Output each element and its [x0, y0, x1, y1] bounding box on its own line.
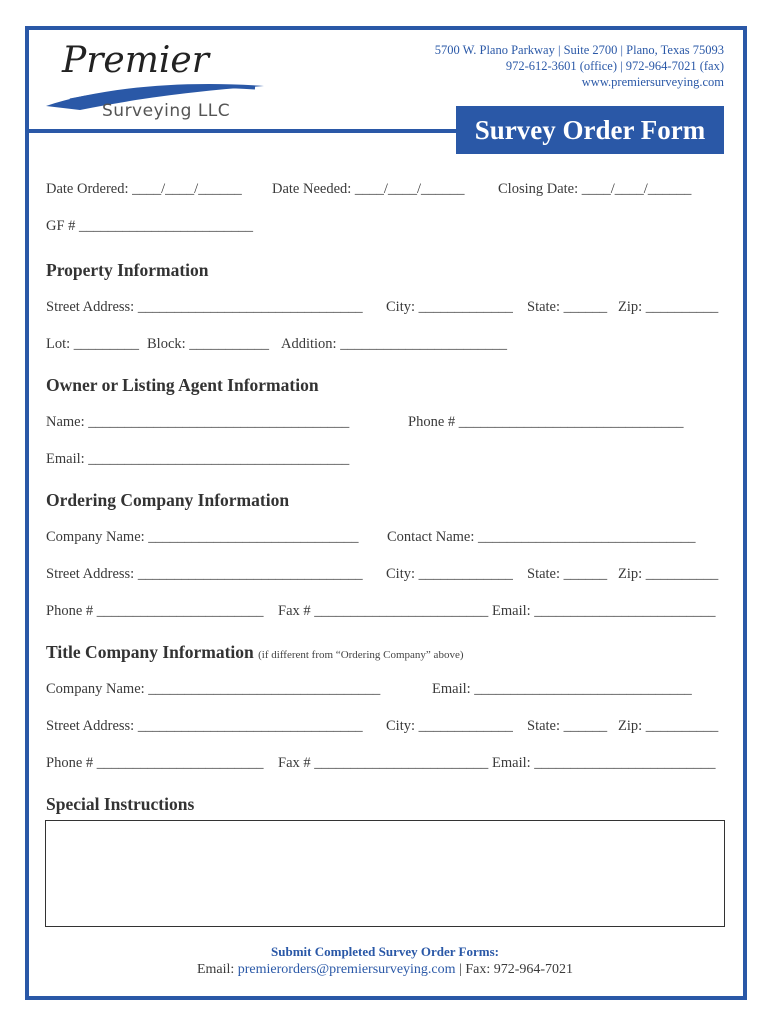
- property-heading: Property Information: [46, 260, 209, 280]
- ordering-contact-field[interactable]: Contact Name: ______________________________: [387, 529, 696, 545]
- owner-email-field[interactable]: Email: ____________________________________: [46, 451, 350, 467]
- submit-details: [0, 962, 770, 978]
- phone-line: 972-612-3601 (office) | 972-964-7021 (fax): [505, 59, 724, 73]
- ordering-city-field[interactable]: City: _____________: [386, 566, 513, 582]
- company-logo: [40, 30, 280, 130]
- submit-email-label: Email:: [196, 962, 238, 977]
- ordering-zip-field[interactable]: Zip: __________: [618, 566, 719, 582]
- title-street-field[interactable]: Street Address: _______________________________: [46, 718, 363, 734]
- ordering-company-field[interactable]: Company Name: _____________________________: [46, 529, 359, 545]
- contact-block: [435, 42, 724, 90]
- submit-fax: | Fax: 972-964-7021: [455, 962, 574, 977]
- owner-phone-field[interactable]: Phone # _______________________________: [408, 414, 684, 430]
- title-zip-field[interactable]: Zip: __________: [618, 718, 719, 734]
- owner-heading: Owner or Listing Agent Information: [46, 375, 319, 395]
- logo-wordmark: Premier: [62, 40, 209, 81]
- ordering-fax-field[interactable]: Fax # ________________________: [278, 603, 489, 619]
- date-needed-field[interactable]: Date Needed: ____/____/______: [272, 181, 465, 197]
- special-instructions-heading: Special Instructions: [46, 794, 195, 814]
- title-company-note: (if different from “Ordering Company” above): [258, 649, 464, 661]
- property-street-field[interactable]: Street Address: _______________________________: [46, 299, 363, 315]
- addition-field[interactable]: Addition: _______________________: [281, 336, 507, 352]
- ordering-state-field[interactable]: State: ______: [527, 566, 608, 582]
- ordering-email-field[interactable]: Email: _________________________: [492, 603, 716, 619]
- title-email-field[interactable]: Email: ______________________________: [432, 681, 692, 697]
- ordering-street-field[interactable]: Street Address: _______________________________: [46, 566, 363, 582]
- title-company-heading: [46, 642, 463, 663]
- title-phone-field[interactable]: Phone # _______________________: [46, 755, 264, 771]
- owner-name-field[interactable]: Name: ____________________________________: [46, 414, 350, 430]
- closing-date-field[interactable]: Closing Date: ____/____/______: [498, 181, 692, 197]
- special-instructions-box[interactable]: [45, 820, 725, 927]
- property-state-field[interactable]: State: ______: [527, 299, 608, 315]
- ordering-phone-field[interactable]: Phone # _______________________: [46, 603, 264, 619]
- gf-field[interactable]: GF # ________________________: [46, 218, 254, 234]
- title-state-field[interactable]: State: ______: [527, 718, 608, 734]
- title-city-field[interactable]: City: _____________: [386, 718, 513, 734]
- block-field[interactable]: Block: ___________: [147, 336, 270, 352]
- logo-subtitle: Surveying LLC: [102, 101, 231, 121]
- ordering-heading: Ordering Company Information: [46, 490, 290, 510]
- property-city-field[interactable]: City: _____________: [386, 299, 513, 315]
- title-email2-field[interactable]: Email: _________________________: [492, 755, 716, 771]
- title-company-field[interactable]: Company Name: ________________________________: [46, 681, 381, 697]
- website-link[interactable]: www.premiersurveying.com: [581, 75, 724, 89]
- property-zip-field[interactable]: Zip: __________: [618, 299, 719, 315]
- submit-email-link[interactable]: premierorders@premiersurveying.com: [237, 962, 456, 977]
- title-company-heading-text: Title Company Information: [46, 642, 254, 662]
- lot-field[interactable]: Lot: _________: [46, 336, 140, 352]
- date-ordered-field[interactable]: Date Ordered: ____/____/______: [46, 181, 242, 197]
- submit-heading: Submit Completed Survey Order Forms:: [271, 944, 499, 959]
- address-line: 5700 W. Plano Parkway | Suite 2700 | Plano, Texas 75093: [434, 43, 724, 57]
- form-title: Survey Order Form: [456, 106, 724, 154]
- title-fax-field[interactable]: Fax # ________________________: [278, 755, 489, 771]
